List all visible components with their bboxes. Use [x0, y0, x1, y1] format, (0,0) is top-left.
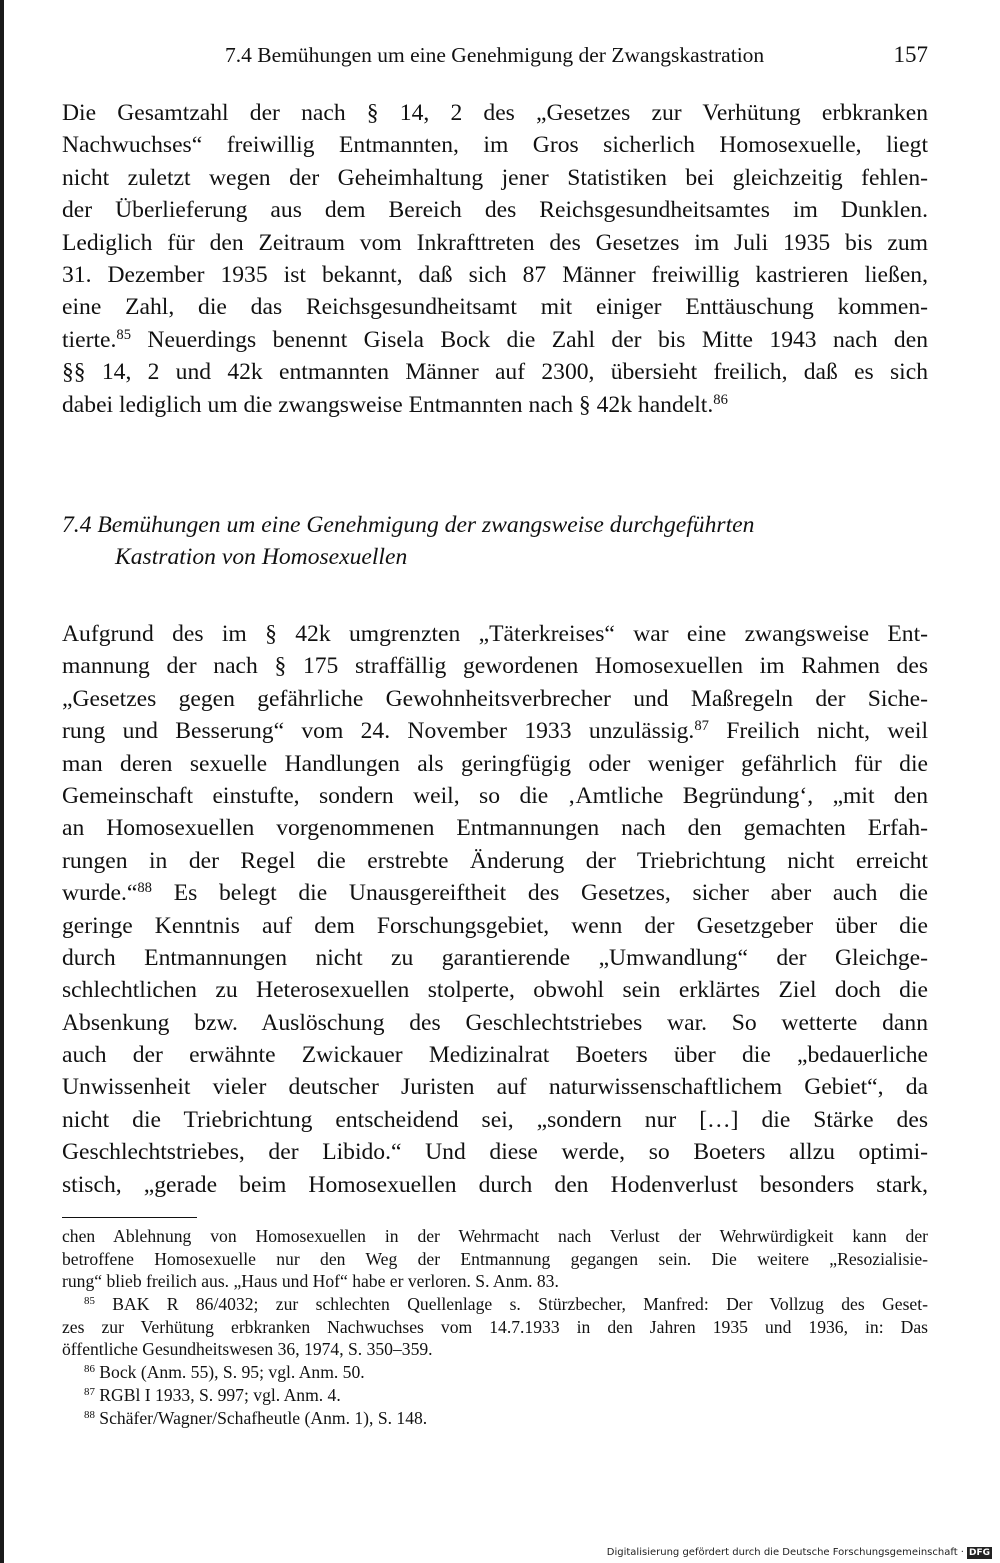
page-number: 157 [893, 42, 928, 67]
footnote-85-line: $^{85}$ BAK R 86/4032; zur schlechten Quellenlage s. Stürzbecher, Manfred: Der Vollzug des Geset- [84, 1294, 928, 1315]
footnote-marker: 87 [694, 718, 709, 735]
text-line: auch der erwähnte Zwickauer Medizinalrat Boeters über die „bedauerliche [62, 1042, 928, 1069]
text-line: stisch, „gerade beim Homosexuellen durch den Hodenverlust besonders stark, [62, 1171, 928, 1198]
text-line: Absenkung bzw. Auslöschung des Geschlechtstriebes war. So wetterte dann [62, 1009, 928, 1036]
footnote-marker: 85 [84, 1295, 95, 1308]
text-line: Lediglich für den Zeitraum vom Inkrafttreten des Gesetzes im Juli 1935 bis zum [62, 229, 928, 256]
text-line: eine Zahl, die das Reichsgesundheitsamt mit einiger Enttäuschung kommen- [62, 294, 928, 321]
text-line: nicht die Triebrichtung entscheidend sei, „sondern nur […] die Stärke des [62, 1106, 928, 1133]
text-line: wurde.“$^{88}$ Es belegt die Unausgereiftheit des Gesetzes, sicher aber auch die [62, 880, 928, 907]
footnote-marker: 86 [713, 391, 728, 408]
text-line: geringe Kenntnis auf dem Forschungsgebiet, wenn der Gesetzgeber über die [62, 912, 928, 939]
text-line: 31. Dezember 1935 ist bekannt, daß sich 87 Männer freiwillig kastrieren ließen, [62, 261, 928, 288]
digitization-credit [607, 1546, 992, 1560]
section-heading-line-1: 7.4 Bemühungen um eine Genehmigung der zwangsweise durchgeführten [62, 512, 755, 538]
footnote-continuation-line: rung“ blieb freilich aus. „Haus und Hof“ habe er verloren. S. Anm. 83. [62, 1271, 559, 1292]
footnotes [62, 1225, 928, 1429]
footnote-86: $^{86}$ Bock (Anm. 55), S. 95; vgl. Anm. 50. [84, 1362, 365, 1383]
text-line: der Überlieferung aus dem Bereich des Reichsgesundheitsamtes im Dunklen. [62, 197, 928, 224]
footnote-85-line: öffentliche Gesundheitswesen 36, 1974, S. 350–359. [62, 1339, 433, 1360]
scan-gutter-shadow [0, 0, 4, 1563]
footnote-marker: 85 [116, 326, 131, 343]
footnote-continuation-line: betroffene Homosexuelle nur den Weg der Entmannung gegangen sein. Die weitere „Resozialisie- [62, 1248, 928, 1269]
text-line: Unwissenheit vieler deutscher Juristen auf naturwissenschaftlichem Gebiet“, da [62, 1074, 928, 1101]
text-line: rungen in der Regel die erstrebte Änderung der Triebrichtung nicht erreicht [62, 847, 928, 874]
text-line: Gemeinschaft einstufte, sondern weil, so die ‚Amtliche Begründung‘, „mit den [62, 782, 928, 809]
text-line: Nachwuchses“ freiwillig Entmannten, im Gros sicherlich Homosexuelle, liegt [62, 132, 928, 159]
footnote-separator [62, 1217, 197, 1218]
text-line: rung und Besserung“ vom 24. November 1933 unzulässig.$^{87}$ Freilich nicht, weil [62, 718, 928, 745]
section-heading [62, 509, 928, 573]
text-line: nicht zuletzt wegen der Geheimhaltung jener Statistiken bei gleichzeitig fehlen- [62, 164, 928, 191]
text-line: „Gesetzes gegen gefährliche Gewohnheitsverbrecher und Maßregeln der Siche- [62, 685, 928, 712]
text-line: Geschlechtstriebes, der Libido.“ Und diese werde, so Boeters allzu optimi- [62, 1139, 928, 1166]
footnote-continuation-line: chen Ablehnung von Homosexuellen in der Wehrmacht nach Verlust der Wehrwürdigkeit kann der [62, 1226, 928, 1246]
footnote-85-line: zes zur Verhütung erbkranken Nachwuchses vom 14.7.1933 in den Jahren 1935 und 1936, in: Das [62, 1316, 928, 1337]
section-heading-line-2: Kastration von Homosexuellen [115, 544, 408, 570]
footnote-marker: 87 [84, 1385, 95, 1398]
footnote-marker: 88 [84, 1408, 95, 1421]
footnote-88: $^{88}$ Schäfer/Wagner/Schafheutle (Anm. 1), S. 148. [84, 1407, 428, 1428]
text-line: an Homosexuellen vorgenommenen Entmannungen nach den gemachten Erfah- [62, 815, 928, 842]
text-line: Die Gesamtzahl der nach § 14, 2 des „Gesetzes zur Verhütung erbkranken [62, 100, 928, 126]
text-line: durch Entmannungen nicht zu garantierende „Umwandlung“ der Gleichge- [62, 944, 928, 971]
digitization-credit-text: Digitalisierung gefördert durch die Deutsche Forschungsgemeinschaft · [606, 1547, 964, 1558]
text-line: tierte.$^{85}$ Neuerdings benennt Gisela Bock die Zahl der bis Mitte 1943 nach den [62, 326, 928, 353]
text-line: Aufgrund des im § 42k umgrenzten „Täterkreises“ war eine zwangsweise Ent- [62, 621, 928, 647]
running-header [62, 38, 928, 72]
running-title: 7.4 Bemühungen um eine Genehmigung der Zwangskastration [225, 43, 765, 67]
footnote-marker: 86 [84, 1363, 95, 1376]
text-line: §§ 14, 2 und 42k entmannten Männer auf 2300, übersieht freilich, daß es sich [62, 359, 928, 386]
footnote-marker: 88 [137, 880, 152, 897]
text-line: mannung der nach § 175 straffällig gewordenen Homosexuellen im Rahmen des [62, 653, 928, 680]
text-line: schlechtlichen zu Heterosexuellen stolperte, obwohl sein erklärtes Ziel doch die [62, 977, 928, 1004]
dfg-logo: DFG [968, 1548, 990, 1558]
text-line: dabei lediglich um die zwangsweise Entmannten nach § 42k handelt.$^{86}$ [62, 391, 728, 418]
footnote-87: $^{87}$ RGBl I 1933, S. 997; vgl. Anm. 4. [84, 1384, 341, 1405]
paragraph-2 [62, 618, 928, 1201]
text-line: man deren sexuelle Handlungen als geringfügig oder weniger gefährlich für die [62, 750, 928, 777]
paragraph-1 [62, 97, 928, 421]
